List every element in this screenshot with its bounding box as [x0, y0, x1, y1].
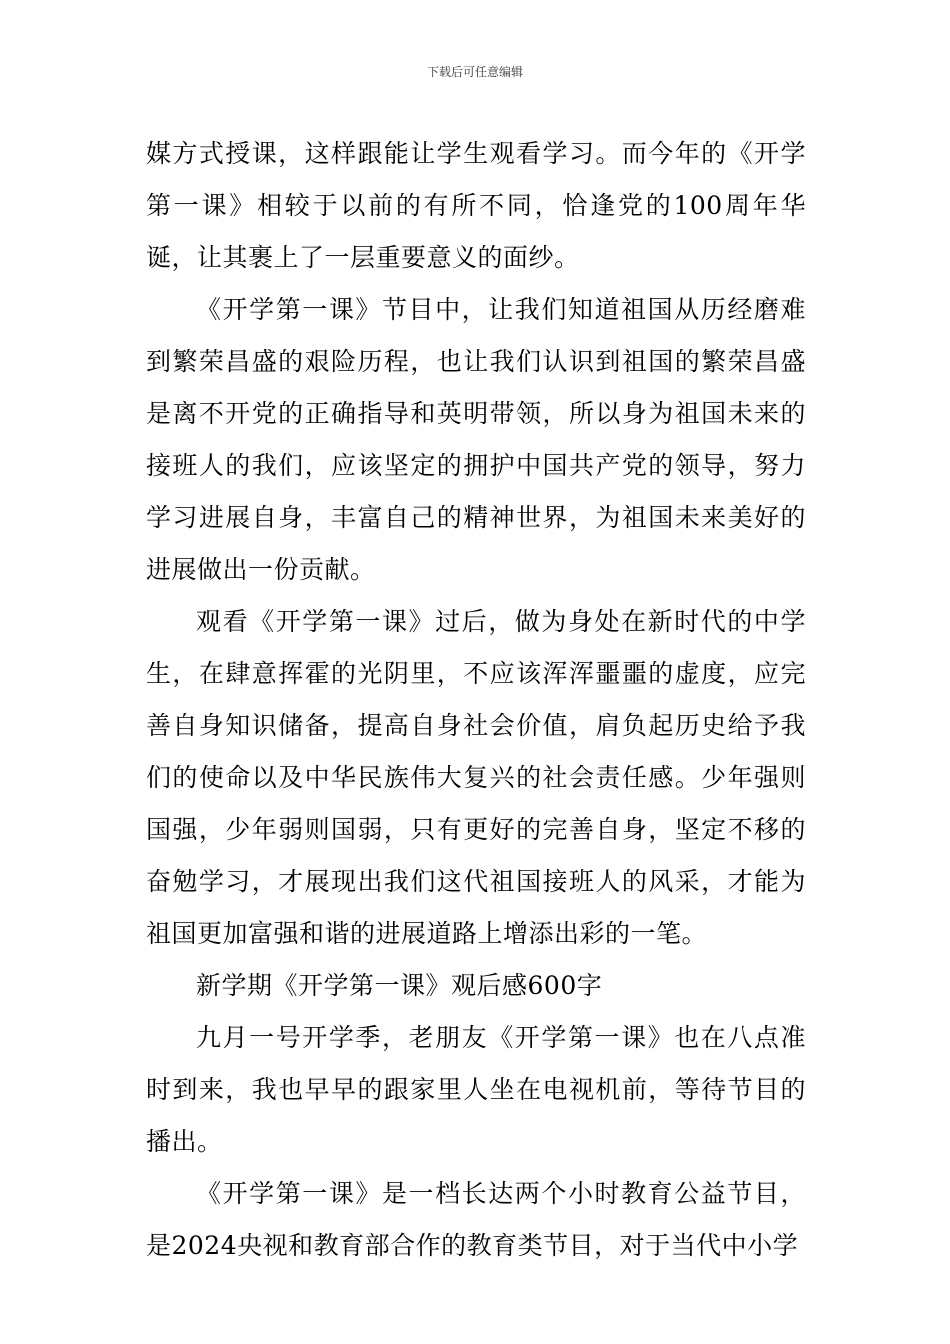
paragraph: 《开学第一课》节目中，让我们知道祖国从历经磨难到繁荣昌盛的艰险历程，也让我们认识到祖国的繁荣昌盛是离不开党的正确指导和英明带领，所以身为祖国未来的接班人的我们，应该坚定的拥护中国共产党的领导，努力学习进展自身，丰富自己的精神世界，为祖国未来美好的进展做出一份贡献。 — [146, 295, 806, 584]
paragraph: 《开学第一课》是一档长达两个小时教育公益节目，是2024央视和教育部合作的教育类节目，对于当代中小学 — [146, 1179, 806, 1260]
paragraph: 九月一号开学季，老朋友《开学第一课》也在八点准时到来，我也早早的跟家里人坐在电视机前，等待节目的播出。 — [146, 1023, 806, 1156]
paragraph: 观看《开学第一课》过后，做为身处在新时代的中学生，在肆意挥霍的光阴里，不应该浑浑噩噩的虚度，应完善自身知识储备，提高自身社会价值，肩负起历史给予我们的使命以及中华民族伟大复兴的社会责任感。少年强则国强，少年弱则国弱，只有更好的完善自身，坚定不移的奋勉学习，才展现出我们这代祖国接班人的风采，才能为祖国更加富强和谐的进展道路上增添出彩的一笔。 — [146, 607, 806, 948]
section-heading: 新学期《开学第一课》观后感600字 — [196, 971, 603, 1000]
page-header: 下载后可任意编辑 — [426, 65, 523, 79]
document-body — [146, 128, 806, 1272]
paragraph: 媒方式授课，这样跟能让学生观看学习。而今年的《开学第一课》相较于以前的有所不同，恰逢党的100周年华诞，让其裹上了一层重要意义的面纱。 — [146, 139, 806, 272]
